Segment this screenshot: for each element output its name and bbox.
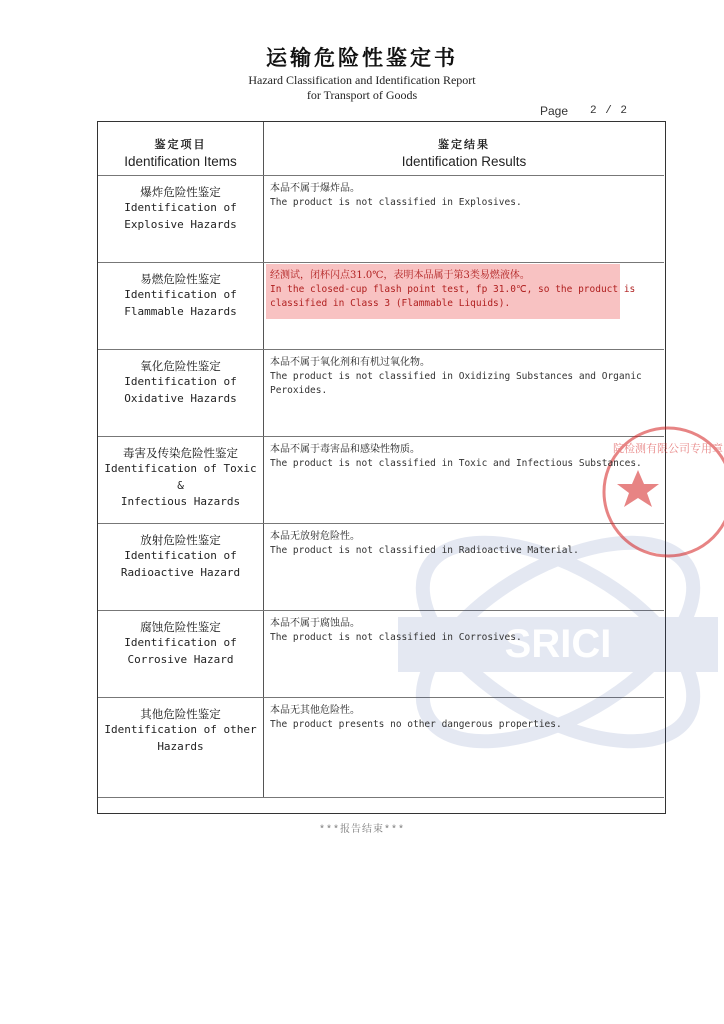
result-toxic bbox=[270, 443, 660, 471]
item-radioactive bbox=[98, 532, 263, 581]
header-items-cell bbox=[98, 122, 263, 174]
result-radioactive bbox=[270, 530, 660, 558]
identification-table bbox=[97, 121, 723, 814]
result-en-line1: The product is not classified in Corrosives. bbox=[270, 632, 522, 643]
header-results-cell bbox=[264, 122, 664, 174]
item-en-line1: Identification of Toxic & bbox=[104, 462, 257, 492]
document-subtitle-en: for Transport of Goods bbox=[306, 88, 418, 102]
result-en-line2: Peroxides. bbox=[270, 385, 328, 396]
report-end-marker: ***报告结束*** bbox=[318, 825, 405, 836]
item-en-line1: Identification of bbox=[124, 375, 237, 388]
item-en-line2: Hazards bbox=[157, 739, 204, 753]
item-cn: 毒害及传染危险性鉴定 bbox=[123, 446, 238, 460]
item-corrosive bbox=[98, 619, 263, 668]
item-en-line1: Identification of other bbox=[104, 723, 257, 736]
result-cn: 本品不属于腐蚀品。 bbox=[270, 618, 360, 629]
result-cn: 本品不属于爆炸品。 bbox=[270, 183, 360, 194]
item-cn: 放射危险性鉴定 bbox=[140, 533, 221, 547]
item-en-line2: Flammable Hazards bbox=[124, 304, 237, 318]
page-label: Page bbox=[540, 104, 569, 118]
row-divider bbox=[98, 610, 664, 611]
result-en-line1: The product is not classified in Toxic and Infectious Substances. bbox=[270, 458, 642, 469]
result-corrosive bbox=[270, 617, 660, 645]
document-title-cn: 运输危险性鉴定书 bbox=[266, 45, 458, 70]
result-cn: 本品不属于氧化剂和有机过氧化物。 bbox=[270, 357, 430, 368]
item-flammable bbox=[98, 271, 263, 320]
header-results-en: Identification Results bbox=[401, 154, 527, 169]
result-en-line1: In the closed-cup flash point test, fp 31.0℃, so the product is bbox=[270, 284, 636, 295]
item-cn: 腐蚀危险性鉴定 bbox=[140, 620, 221, 634]
item-cn: 爆炸危险性鉴定 bbox=[140, 185, 221, 199]
result-en-line1: The product presents no other dangerous properties. bbox=[270, 719, 562, 730]
page-number: 2 / 2 bbox=[590, 105, 629, 117]
item-en-line2: Infectious Hazards bbox=[120, 495, 241, 508]
header-items-en: Identification Items bbox=[124, 154, 237, 169]
result-explosive bbox=[270, 182, 660, 210]
result-en-line1: The product is not classified in Explosives. bbox=[270, 197, 522, 208]
result-cn: 经测试，闭杯闪点31.0℃，表明本品属于第3类易燃液体。 bbox=[270, 270, 530, 281]
column-divider bbox=[263, 122, 264, 797]
item-en-line2: Radioactive Hazard bbox=[120, 565, 241, 579]
item-en-line2: Corrosive Hazard bbox=[127, 652, 234, 666]
stamp-text: 院检测有限公司专用章 bbox=[613, 442, 723, 455]
item-cn: 其他危险性鉴定 bbox=[140, 707, 221, 721]
row-divider bbox=[98, 436, 664, 437]
item-explosive bbox=[98, 184, 263, 233]
row-divider bbox=[98, 349, 664, 350]
item-en-line1: Identification of bbox=[124, 549, 237, 562]
result-oxidative bbox=[270, 356, 660, 398]
header-items-cn: 鉴定项目 bbox=[154, 138, 207, 151]
result-flammable bbox=[270, 269, 660, 311]
row-divider bbox=[98, 523, 664, 524]
result-cn: 本品无放射危险性。 bbox=[270, 531, 360, 542]
header-results-cn: 鉴定结果 bbox=[438, 138, 490, 151]
item-cn: 氧化危险性鉴定 bbox=[140, 359, 221, 373]
row-divider bbox=[98, 262, 664, 263]
item-en-line1: Identification of bbox=[124, 288, 237, 301]
result-cn: 本品无其他危险性。 bbox=[270, 705, 360, 716]
item-oxidative bbox=[98, 358, 263, 407]
result-en-line1: The product is not classified in Oxidizing Substances and Organic bbox=[270, 371, 642, 382]
row-divider bbox=[98, 697, 664, 698]
result-en-line1: The product is not classified in Radioactive Material. bbox=[270, 545, 579, 556]
item-en-line1: Identification of bbox=[124, 201, 237, 214]
row-divider bbox=[98, 797, 664, 798]
watermark-text: SRICI bbox=[504, 622, 612, 666]
item-toxic bbox=[98, 445, 263, 511]
result-en-line2: classified in Class 3 (Flammable Liquids). bbox=[270, 298, 511, 309]
result-other bbox=[270, 704, 660, 732]
item-cn: 易燃危险性鉴定 bbox=[140, 272, 221, 286]
row-divider bbox=[98, 175, 664, 176]
item-en-line1: Identification of bbox=[124, 636, 237, 649]
item-other bbox=[98, 706, 263, 755]
document-title-en: Hazard Classification and Identification Report bbox=[248, 73, 476, 87]
item-en-line2: Oxidative Hazards bbox=[124, 391, 237, 405]
item-en-line2: Explosive Hazards bbox=[124, 217, 237, 231]
result-cn: 本品不属于毒害品和感染性物质。 bbox=[270, 444, 420, 455]
